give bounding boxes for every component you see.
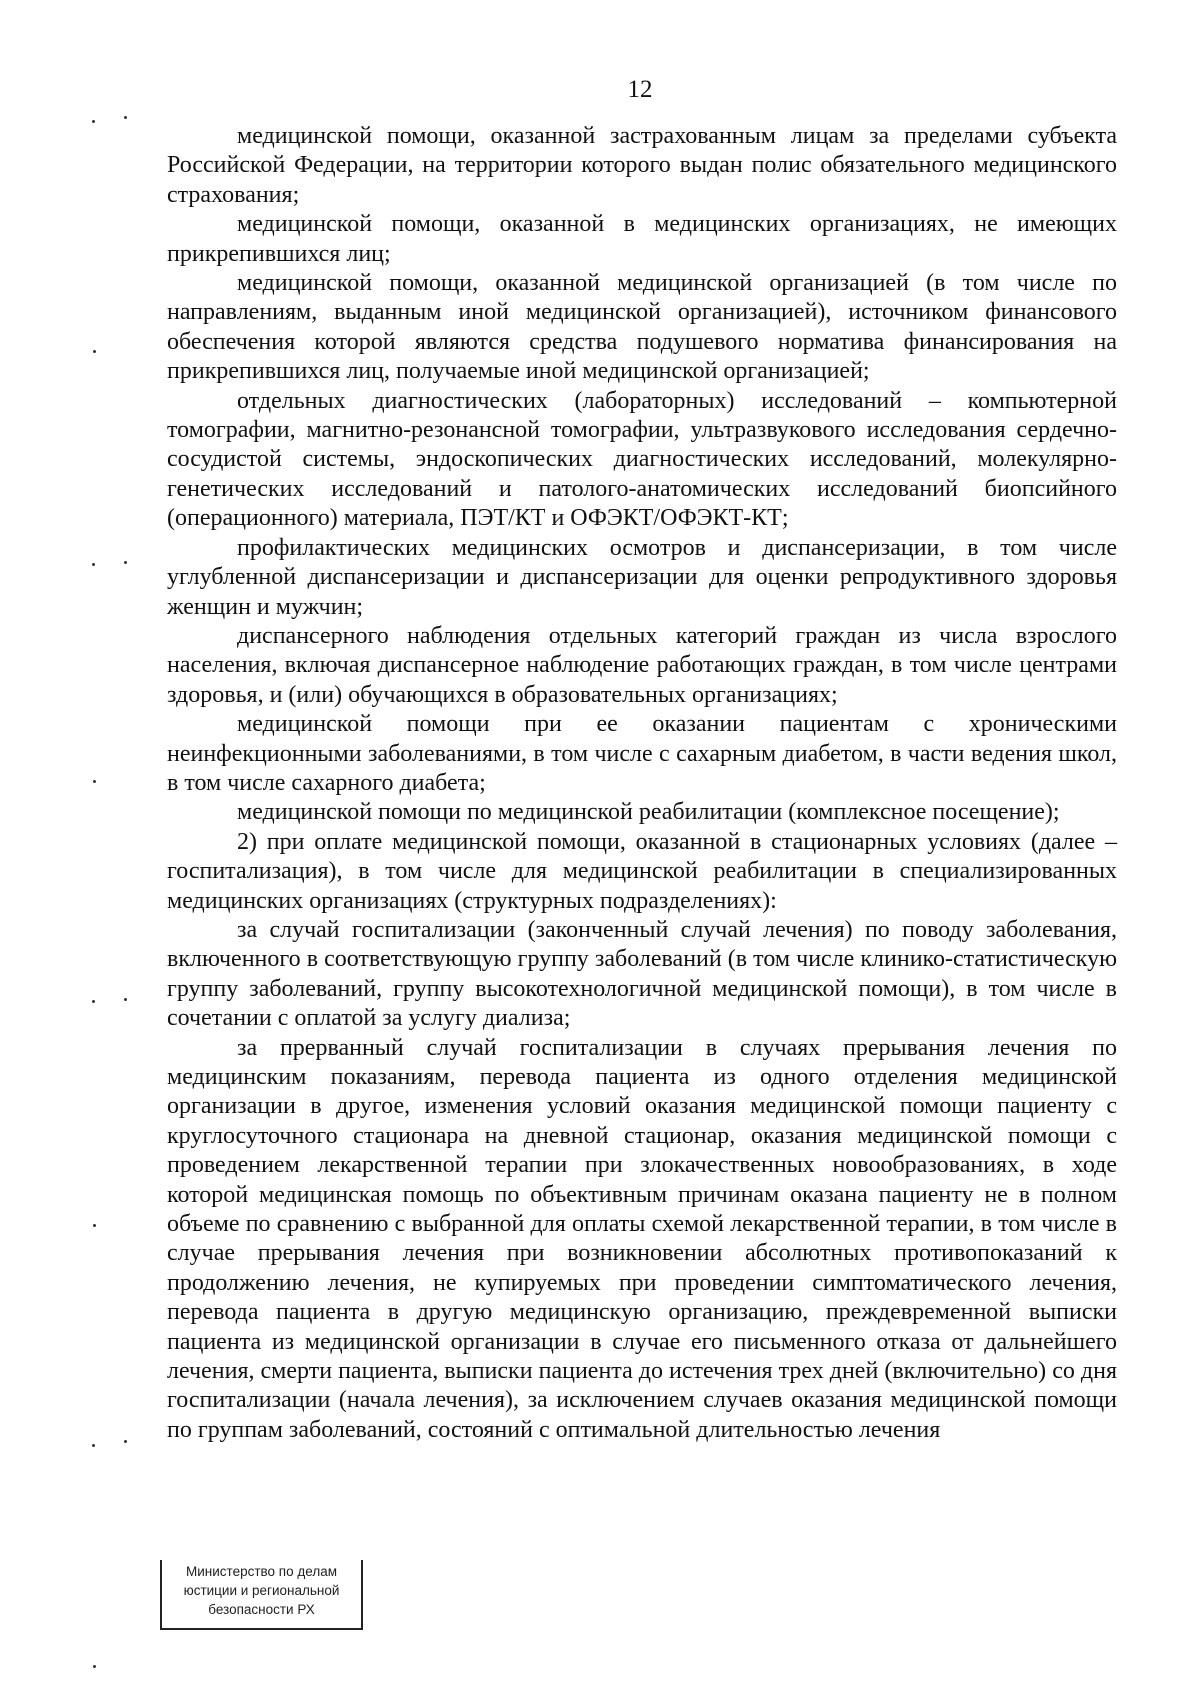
paragraph-5: профилактических медицинских осмотров и диспансеризации, в том числе углубленной диспансеризации и диспансеризации для оценки репродуктивного здоровья женщин и мужчин; [167, 534, 1117, 620]
margin-dot [124, 1440, 127, 1443]
paragraph-6: диспансерного наблюдения отдельных категорий граждан из числа взрослого населения, включая диспансерное наблюдение работающих граждан, в том числе центрами здоровья, и (или) обучающихся в образовательных организациях; [167, 622, 1117, 708]
margin-dot [93, 1665, 96, 1668]
ministry-stamp [160, 1560, 363, 1630]
paragraph-10: за случай госпитализации (законченный случай лечения) по поводу заболевания, включенного в соответствующую группу заболеваний (в том числе клинико-статистическую группу заболеваний, группу высокотехнологичной медицинской помощи), в том числе в сочетании с оплатой за услугу диализа; [167, 916, 1117, 1032]
paragraph-7: медицинской помощи при ее оказании пациентам с хроническими неинфекционными заболеваниями, в том числе с сахарным диабетом, в части ведения школ, в том числе сахарного диабета; [167, 711, 1117, 796]
margin-dot [92, 563, 95, 566]
margin-dot [93, 350, 96, 353]
paragraph-3: медицинской помощи, оказанной медицинской организацией (в том числе по направлениям, выданным иной медицинской организацией), источником финансового обеспечения которой являются средства подушевого норматива финансирования на прикрепившихся лиц, получаемые иной медицинской организацией; [167, 270, 1117, 385]
paragraph-8: медицинской помощи по медицинской реабилитации (комплексное посещение); [237, 799, 1060, 826]
margin-dot [92, 1444, 95, 1447]
margin-dot [124, 998, 127, 1001]
margin-dot [92, 120, 95, 123]
paragraph-9: 2) при оплате медицинской помощи, оказанной в стационарных условиях (далее – госпитализация), в том числе для медицинской реабилитации в специализированных медицинских организациях (структурных подразделениях): [167, 828, 1117, 914]
stamp-line-2: юстиции и региональной [183, 1583, 340, 1598]
margin-dot [124, 561, 127, 564]
margin-dot [93, 780, 96, 783]
paragraph-2: медицинской помощи, оказанной в медицинских организациях, не имеющих прикрепившихся лиц; [167, 211, 1117, 267]
margin-dot [93, 1224, 96, 1227]
page-number: 12 [627, 76, 653, 103]
stamp-line-3: безопасности РХ [208, 1602, 315, 1617]
margin-dot [92, 1000, 95, 1003]
paragraph-4: отдельных диагностических (лабораторных) исследований – компьютерной томографии, магнитно-резонансной томографии, ультразвукового исследования сердечно-сосудистой системы, эндоскопических диагностических исследований, молекулярно-генетических исследований и патолого-анатомических исследований биопсийного (операционного) материала, ПЭТ/КТ и ОФЭКТ/ОФЭКТ-КТ; [167, 387, 1117, 532]
margin-dot [124, 116, 127, 119]
document-body [167, 122, 1117, 1445]
paragraph-11: за прерванный случай госпитализации в случаях прерывания лечения по медицинским показаниям, перевода пациента из одного отделения медицинской организации в другое, изменения условий оказания медицинской помощи пациенту с круглосуточного стационара на дневной стационар, оказания медицинской помощи с проведением лекарственной терапии при злокачественных новообразованиях, в ходе которой медицинская помощь по объективным причинам оказана пациенту не в полном объеме по сравнению с выбранной для оплаты схемой лекарственной терапии, в том числе в случае прерывания лечения при возникновении абсолютных противопоказаний к продолжению лечения, не купируемых при проведении симптоматического лечения, перевода пациента в другую медицинскую организацию, преждевременной выписки пациента из медицинской организации в случае его письменного отказа от дальнейшего лечения, смерти пациента, выписки пациента до истечения трех дней (включительно) со дня госпитализации (начала лечения), за исключением случаев оказания медицинской помощи по группам заболеваний, состояний с оптимальной длительностью лечения [167, 1034, 1117, 1443]
stamp-line-1: Министерство по делам [186, 1564, 337, 1579]
paragraph-1: медицинской помощи, оказанной застрахованным лицам за пределами субъекта Российской Федерации, на территории которого выдан полис обязательного медицинского страхования; [167, 123, 1117, 208]
